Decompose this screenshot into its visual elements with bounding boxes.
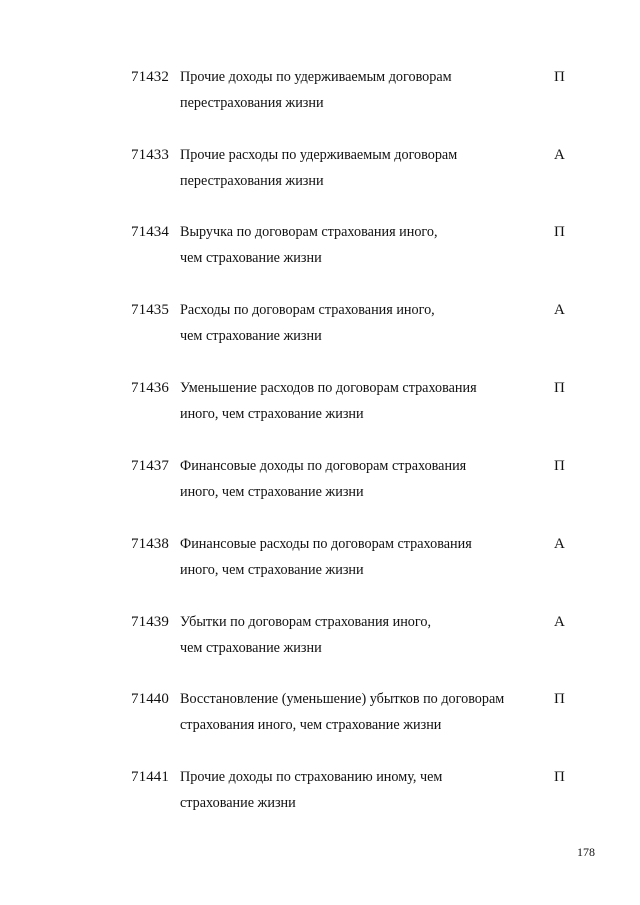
- description-line: Выручка по договорам страхования иного,: [180, 224, 438, 240]
- description-line: Прочие доходы по удерживаемым договорам: [180, 69, 452, 85]
- account-description: [180, 764, 550, 816]
- description-line: Финансовые расходы по договорам страхования: [180, 536, 472, 552]
- account-description: [180, 453, 550, 505]
- account-code: 71432: [131, 69, 169, 85]
- account-entry: [0, 300, 640, 360]
- description-line: Восстановление (уменьшение) убытков по договорам: [180, 691, 505, 707]
- account-code: 71436: [131, 380, 169, 396]
- account-entry: [0, 67, 640, 127]
- description-line: иного, чем страхование жизни: [180, 484, 364, 500]
- account-code: 71440: [131, 691, 169, 707]
- description-line: Убытки по договорам страхования иного,: [180, 614, 432, 630]
- account-description: [180, 686, 550, 738]
- account-code: 71433: [131, 147, 169, 163]
- account-code: 71441: [131, 769, 169, 785]
- account-type: П: [554, 691, 565, 707]
- page-number: 178: [577, 845, 595, 859]
- description-line: Прочие расходы по удерживаемым договорам: [180, 147, 458, 163]
- account-entry: [0, 612, 640, 672]
- account-entry: [0, 145, 640, 205]
- account-code: 71435: [131, 302, 169, 318]
- description-line: Уменьшение расходов по договорам страхования: [180, 380, 477, 396]
- account-type: А: [554, 147, 565, 163]
- description-line: Финансовые доходы по договорам страхования: [180, 458, 467, 474]
- account-type: П: [554, 224, 565, 240]
- account-code: 71439: [131, 614, 169, 630]
- account-entry: [0, 767, 640, 827]
- description-line: Прочие доходы по страхованию иному, чем: [180, 769, 443, 785]
- account-type: П: [554, 380, 565, 396]
- description-line: чем страхование жизни: [180, 328, 322, 344]
- account-type: А: [554, 614, 565, 630]
- description-line: перестрахования жизни: [180, 95, 324, 111]
- account-description: [180, 297, 550, 349]
- account-description: [180, 142, 550, 194]
- description-line: Расходы по договорам страхования иного,: [180, 302, 435, 318]
- account-description: [180, 531, 550, 583]
- description-line: чем страхование жизни: [180, 640, 322, 656]
- account-type: П: [554, 458, 565, 474]
- account-type: А: [554, 536, 565, 552]
- account-description: [180, 375, 550, 427]
- account-description: [180, 64, 550, 116]
- description-line: иного, чем страхование жизни: [180, 562, 364, 578]
- description-line: страхование жизни: [180, 795, 296, 811]
- account-code: 71437: [131, 458, 169, 474]
- description-line: перестрахования жизни: [180, 173, 324, 189]
- account-entry: [0, 689, 640, 749]
- account-type: П: [554, 769, 565, 785]
- account-code: 71434: [131, 224, 169, 240]
- description-line: страхования иного, чем страхование жизни: [180, 717, 442, 733]
- description-line: чем страхование жизни: [180, 250, 322, 266]
- account-entry: [0, 222, 640, 282]
- account-type: П: [554, 69, 565, 85]
- account-type: А: [554, 302, 565, 318]
- account-description: [180, 219, 550, 271]
- account-description: [180, 609, 550, 661]
- account-entry: [0, 534, 640, 594]
- account-entry: [0, 378, 640, 438]
- description-line: иного, чем страхование жизни: [180, 406, 364, 422]
- account-entry: [0, 456, 640, 516]
- account-code: 71438: [131, 536, 169, 552]
